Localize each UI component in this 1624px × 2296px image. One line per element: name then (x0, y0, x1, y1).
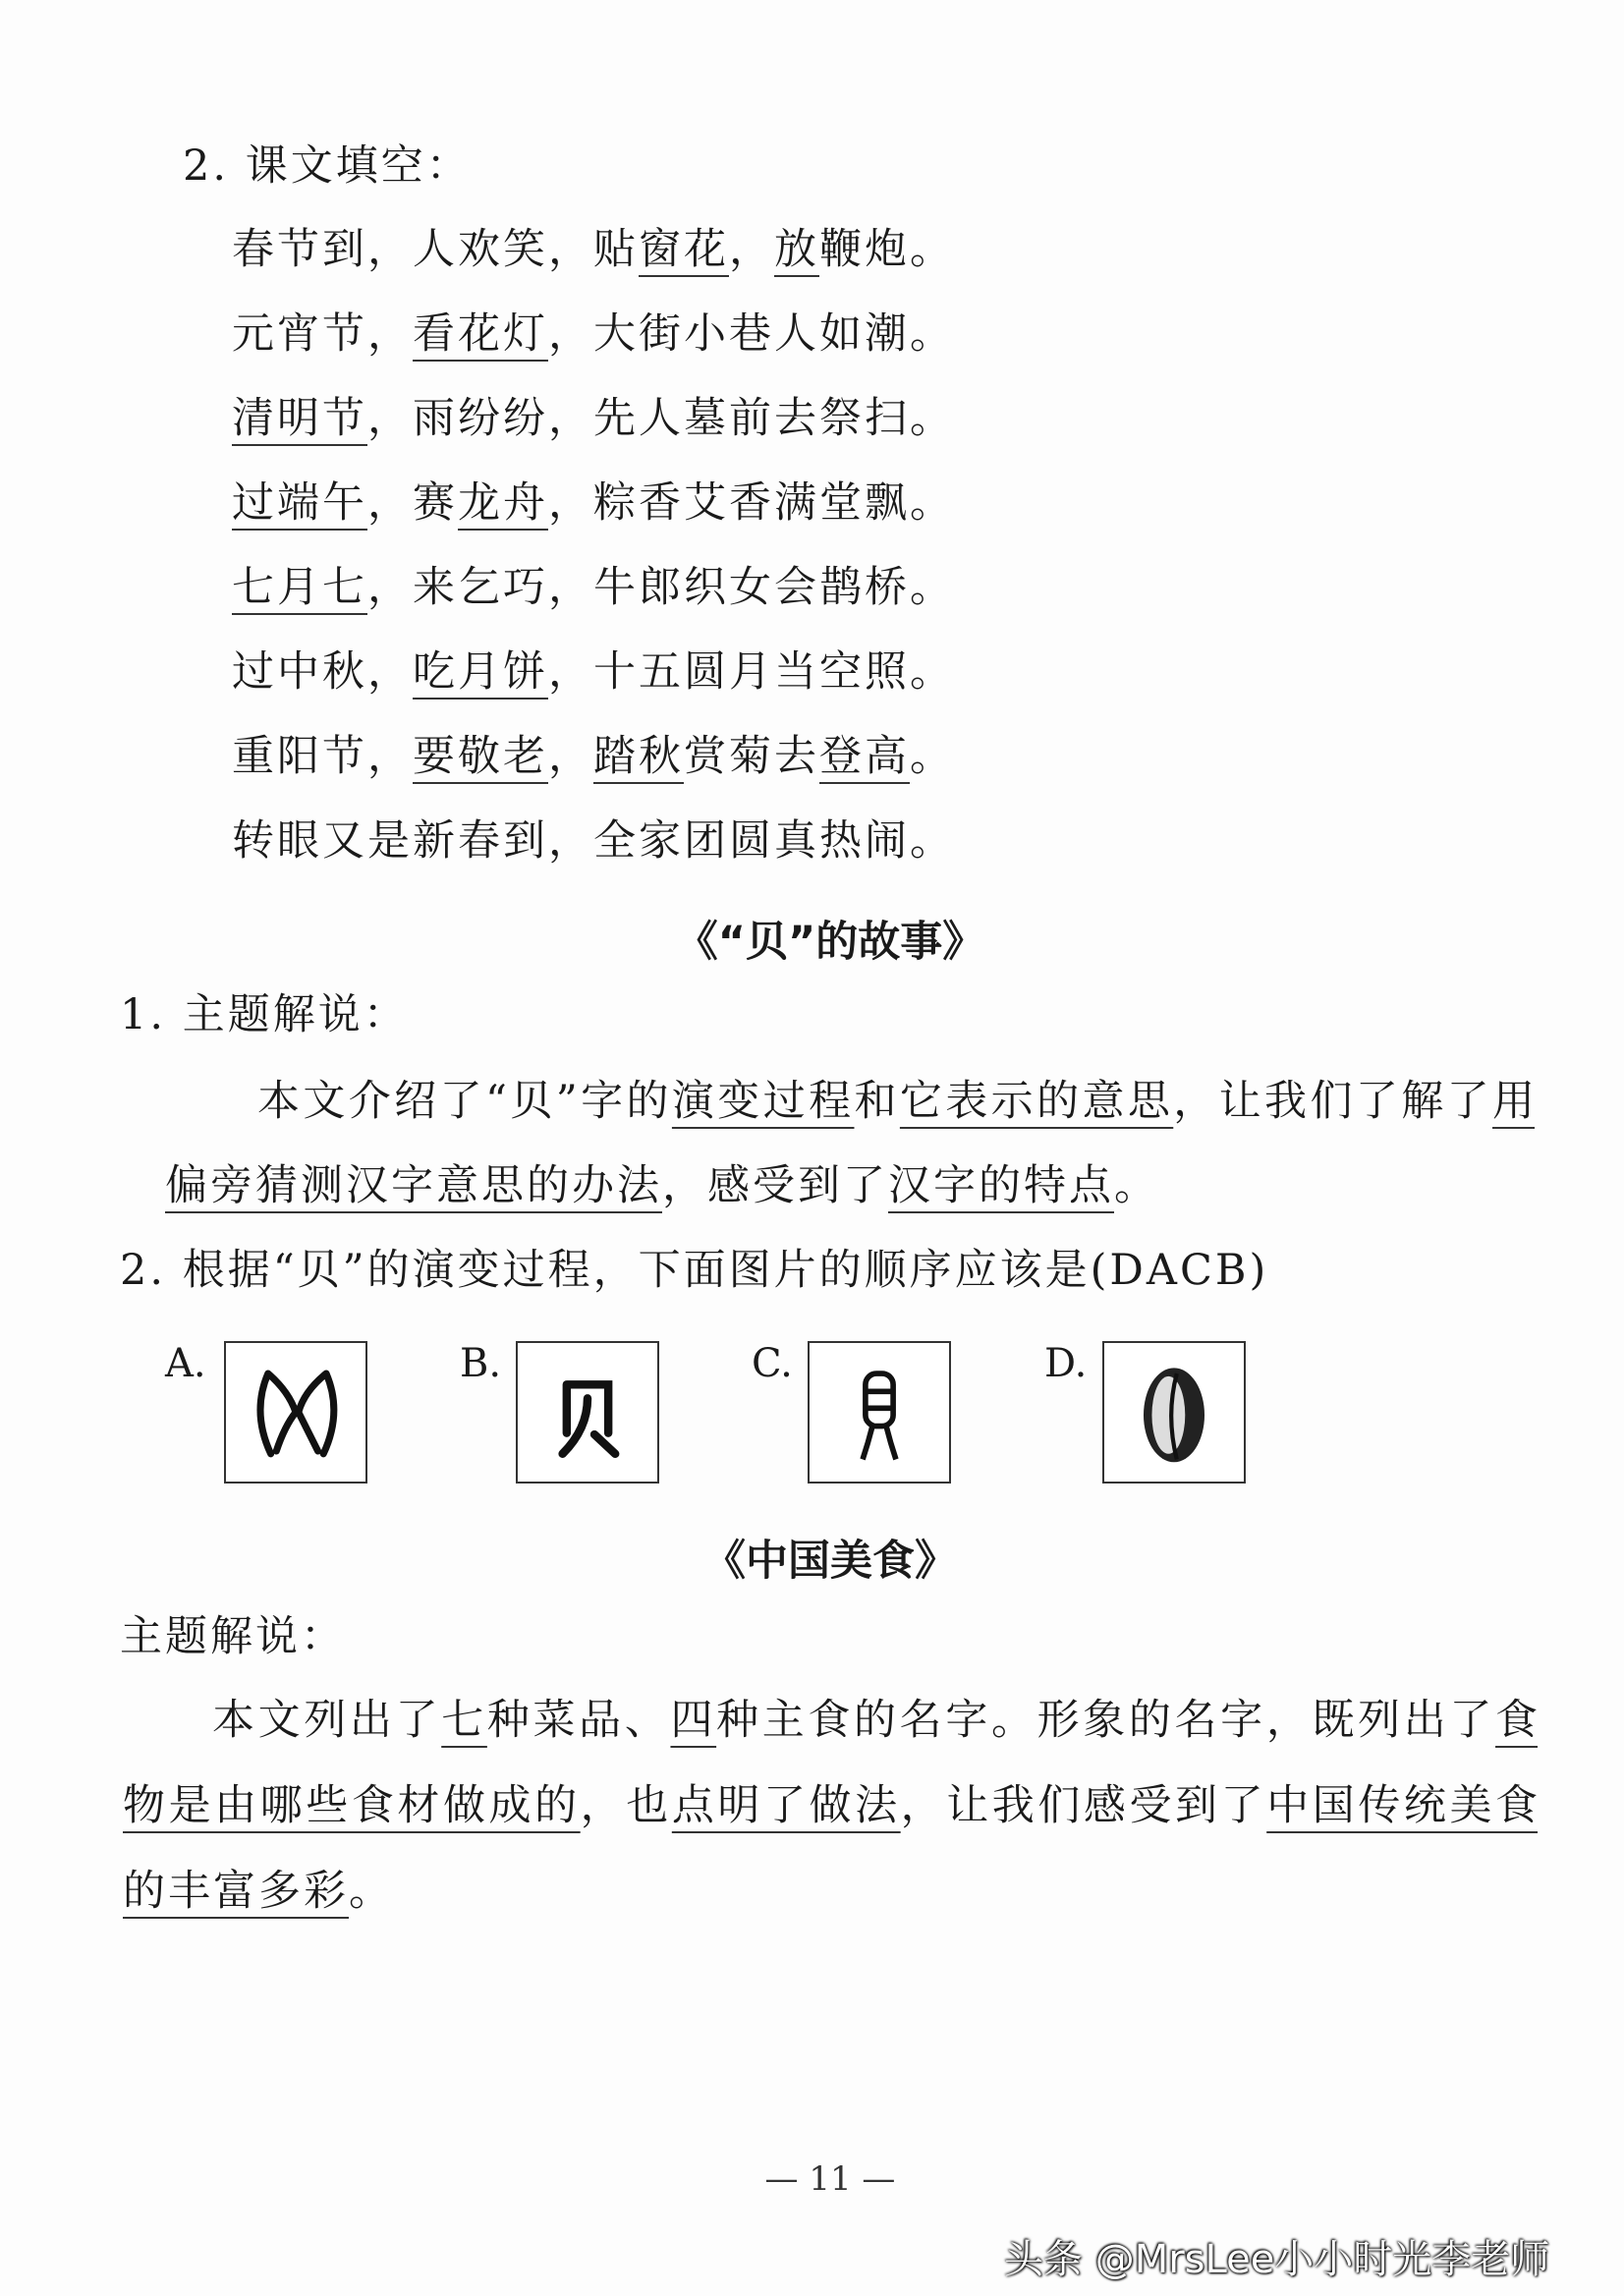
answer-underlined: 七月七 (232, 563, 367, 612)
poem-heading: 2. 课文填空： (183, 141, 472, 191)
answer-underlined: 物是由哪些食材做成的 (123, 1781, 581, 1830)
text-segment: ，来乞巧，牛郎织女会鹊桥。 (367, 563, 955, 612)
food-heading: 主题解说： (120, 1612, 346, 1661)
answer-underlined: 吃月饼 (413, 647, 548, 697)
answer-underlined: 踏秋 (593, 732, 684, 781)
text-line (232, 309, 955, 359)
text-segment: 春节到，人欢笑，贴 (232, 225, 639, 274)
text-segment: 种主食的名字。形象的名字，既列出了 (716, 1696, 1496, 1745)
option-label-b: B. (460, 1341, 502, 1386)
answer-underlined: 登高 (819, 732, 910, 781)
answer-underlined: 用 (1492, 1077, 1536, 1126)
text-line (232, 816, 955, 866)
answer-underlined: 中国传统美食 (1266, 1781, 1539, 1830)
page-number: — 11 — (764, 2159, 896, 2199)
text-segment: ， (729, 225, 774, 274)
kaishu-bei-image (516, 1341, 659, 1484)
text-segment: 和 (854, 1077, 900, 1126)
text-segment: ，十五圆月当空照。 (548, 647, 955, 697)
text-segment: ，雨纷纷，先人墓前去祭扫。 (367, 394, 955, 443)
text-segment: 。 (349, 1867, 394, 1916)
text-segment: ，也 (580, 1781, 672, 1830)
text-line (123, 1867, 394, 1916)
text-segment: 鞭炮。 (819, 225, 955, 274)
answer-underlined: 点明了做法 (671, 1781, 901, 1830)
text-line (232, 394, 955, 443)
text-line (232, 225, 955, 274)
text-segment: 种菜品、 (486, 1696, 671, 1745)
answer-underlined: 过端午 (232, 478, 367, 528)
text-line (212, 1696, 1539, 1745)
text-segment: ，感受到了 (662, 1161, 888, 1210)
answer-underlined: 偏旁猜测汉字意思的办法 (165, 1161, 662, 1210)
text-segment: 转眼又是新春到，全家团圆真热闹。 (232, 816, 955, 866)
text-segment: ，让我们了解了 (1173, 1077, 1493, 1126)
text-line (232, 563, 955, 612)
option-label-c: C. (752, 1341, 793, 1386)
answer-underlined: 清明节 (232, 394, 367, 443)
answer-underlined: 放 (774, 225, 819, 274)
text-segment: 本文介绍了“贝”字的 (257, 1077, 672, 1126)
text-segment: 重阳节， (232, 732, 413, 781)
option-label-a: A. (165, 1341, 206, 1386)
text-line (232, 732, 955, 781)
text-segment: 。 (910, 732, 955, 781)
answer-underlined: 的丰富多彩 (123, 1867, 349, 1916)
text-segment: 。 (1114, 1161, 1159, 1210)
answer-underlined: 四 (670, 1696, 717, 1745)
answer-underlined: 它表示的意思 (899, 1077, 1174, 1126)
answer-underlined: 汉字的特点 (888, 1161, 1114, 1210)
xiaozhuan-bei-image (808, 1341, 951, 1484)
answer-underlined: 食 (1495, 1696, 1539, 1745)
text-segment: ，让我们感受到了 (900, 1781, 1267, 1830)
answer-underlined: 龙舟 (458, 478, 548, 528)
cowrie-shell-image (1102, 1341, 1246, 1484)
bei-q1-heading: 1. 主题解说： (120, 990, 409, 1039)
text-segment: ，大街小巷人如潮。 (548, 309, 955, 359)
text-segment: ，赛 (367, 478, 458, 528)
option-label-d: D. (1044, 1341, 1088, 1386)
text-line (232, 647, 955, 697)
text-line (257, 1077, 1536, 1126)
watermark: 头条 @MrsLee小小时光李老师 (1004, 2237, 1550, 2282)
text-segment: ，粽香艾香满堂飘。 (548, 478, 955, 528)
text-segment: 本文列出了 (212, 1696, 442, 1745)
jiaguwen-bei-image (224, 1341, 367, 1484)
answer-underlined: 演变过程 (671, 1077, 855, 1126)
text-line (165, 1161, 1159, 1210)
section-title-food: 《中国美食》 (703, 1537, 957, 1586)
answer-underlined: 要敬老 (413, 732, 548, 781)
text-segment: 过中秋， (232, 647, 413, 697)
answer-underlined: 七 (441, 1696, 487, 1745)
text-line (123, 1781, 1539, 1830)
text-segment: ， (548, 732, 593, 781)
section-title-bei: 《“贝”的故事》 (675, 918, 985, 967)
text-segment: 元宵节， (232, 309, 413, 359)
bei-q2-question: 2. 根据“贝”的演变过程，下面图片的顺序应该是(DACB) (120, 1246, 1269, 1295)
answer-underlined: 窗花 (639, 225, 729, 274)
text-line (232, 478, 955, 528)
text-segment: 赏菊去 (684, 732, 819, 781)
answer-underlined: 看花灯 (413, 309, 548, 359)
